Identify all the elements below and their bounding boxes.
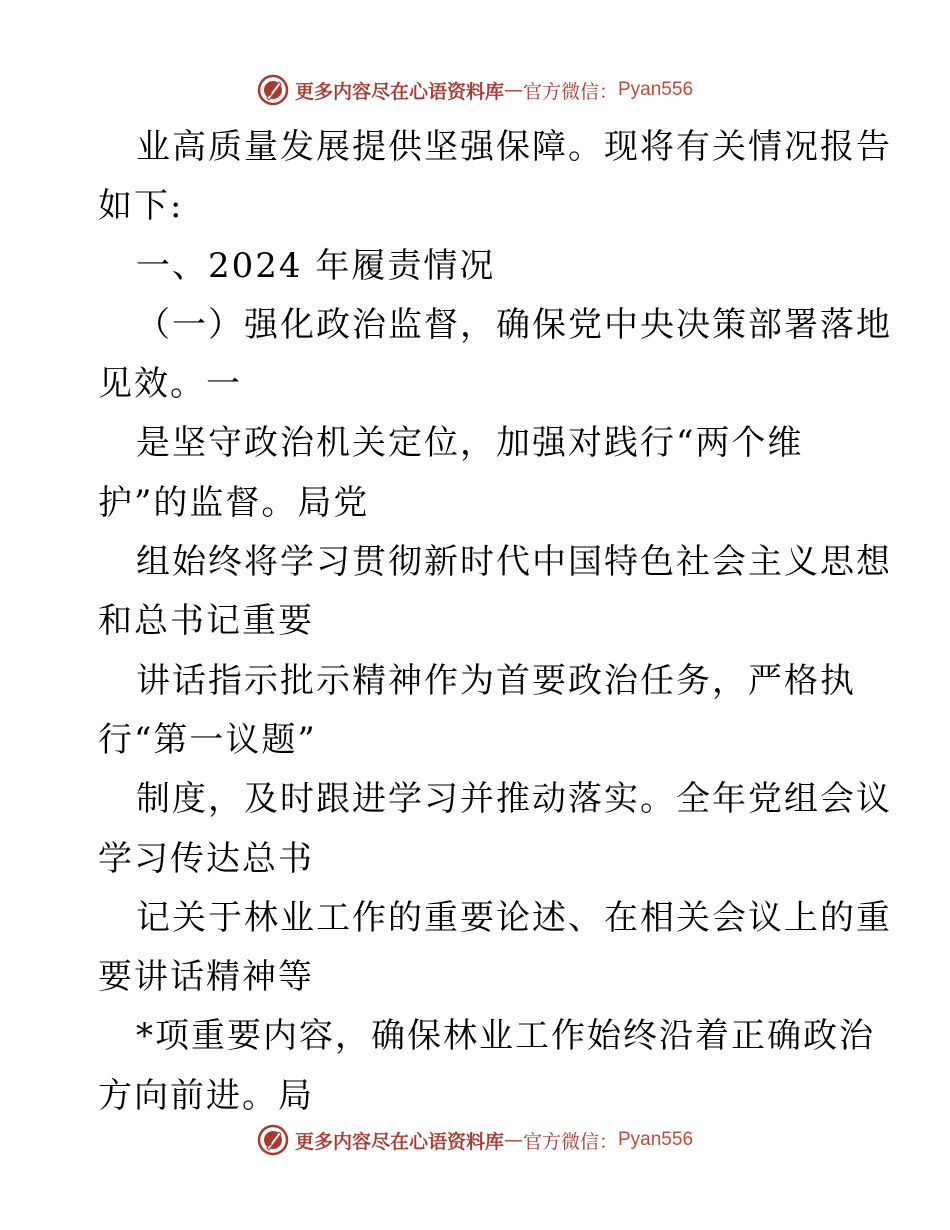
- paragraph-line: （一）强化政治监督，确保党中央决策部署落地: [136, 304, 892, 345]
- pen-nib-logo-icon: [257, 74, 289, 106]
- footer-separator: —: [503, 1129, 523, 1151]
- paragraph-line: 和总书记重要: [98, 601, 314, 642]
- paragraph-line: 护”的监督。局党: [98, 482, 370, 523]
- header-separator: —: [503, 79, 523, 101]
- pen-nib-logo-icon: [257, 1124, 289, 1156]
- paragraph-line: 一、2024 年履责情况: [136, 245, 496, 286]
- paragraph-line: 见效。一: [98, 364, 242, 405]
- header-wechat-label: 官方微信：: [522, 80, 618, 103]
- paragraph-line: 是坚守政治机关定位，加强对践行“两个维: [136, 423, 804, 464]
- paragraph-line: 方向前进。局: [98, 1075, 314, 1116]
- paragraph-line: 记关于林业工作的重要论述、在相关会议上的重: [136, 897, 892, 938]
- paragraph-line: 行“第一议题”: [98, 719, 317, 760]
- paragraph-line: 业高质量发展提供坚强保障。现将有关情况报告: [136, 127, 892, 167]
- header-banner: [0, 70, 950, 110]
- paragraph-line: 如下:: [98, 186, 184, 227]
- paragraph-line: 学习传达总书: [98, 838, 314, 879]
- footer-wechat-label: 官方微信：: [522, 1130, 618, 1153]
- paragraph-line: 要讲话精神等: [98, 957, 314, 998]
- paragraph-line: 制度，及时跟进学习并推动落实。全年党组会议: [136, 779, 892, 820]
- header-brand-text: 更多内容尽在心语资料库: [294, 80, 504, 103]
- paragraph-line: 组始终将学习贯彻新时代中国特色社会主义思想: [136, 542, 892, 583]
- footer-brand-text: 更多内容尽在心语资料库: [294, 1130, 504, 1153]
- paragraph-line: 讲话指示批示精神作为首要政治任务，严格执: [136, 660, 856, 701]
- paragraph-line: *项重要内容，确保林业工作始终沿着正确政治: [136, 1016, 875, 1057]
- footer-wechat-id: Pyan556: [618, 1129, 694, 1150]
- header-wechat-id: Pyan556: [618, 79, 694, 100]
- document-body: [98, 118, 892, 1126]
- footer-banner: [0, 1120, 950, 1160]
